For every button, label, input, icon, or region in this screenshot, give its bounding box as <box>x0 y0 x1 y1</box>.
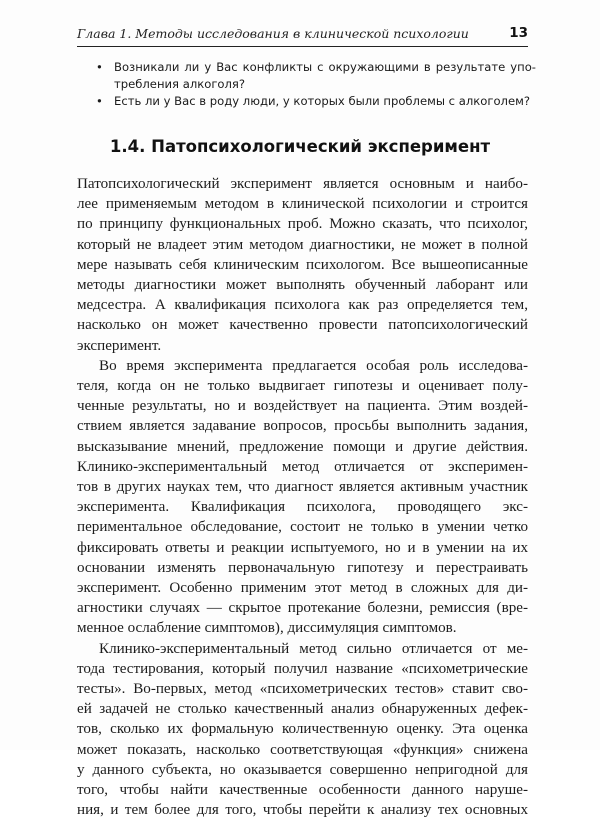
text-line: ченные результаты, но и воздействует на пациента. Этим воздей- <box>77 398 528 415</box>
text-line: периментальное обследование, состоит не только в умении четко <box>77 519 528 536</box>
text-line: агностики случаях — скрытое протекание болезни, ремиссия (вре- <box>77 600 528 617</box>
header-rule <box>77 46 528 47</box>
text-line: лее применяемым методом в клинической психологии и строится <box>77 196 528 213</box>
list-item <box>96 93 536 110</box>
text-line: мере называть себя клиническим психологом. Все вышеописанные <box>77 256 528 273</box>
list-item <box>96 59 536 93</box>
text-line: Клинико-экспериментальный метод отличается от эксперимен- <box>77 458 528 475</box>
page-number: 13 <box>509 25 528 41</box>
question-list <box>96 59 536 110</box>
list-item-line: • Есть ли у Вас в роду люди, у которых были проблемы с алкоголем? <box>114 94 530 108</box>
text-line: Патопсихологический эксперимент является основным и наибо- <box>77 176 528 192</box>
text-line: который не владеет этим методом диагностики, не может в полной <box>77 236 528 253</box>
text-line: эксперимент. <box>77 337 162 354</box>
text-line: эксперимент. Особенно применим этот метод в сложных для ди- <box>77 580 528 597</box>
paragraph <box>77 639 528 821</box>
section-heading: 1.4. Патопсихологический эксперимент <box>109 137 491 156</box>
text-line: тов в других науках тем, что диагност является активным участник <box>77 479 528 496</box>
text-line: фиксировать ответы и реакции испытуемого, но и в умении на их <box>77 539 528 556</box>
list-item-line: • Возникали ли у Вас конфликты с окружающими в результате упо- <box>114 60 536 74</box>
text-line: Во время эксперимента предлагается особая роль исследова- <box>99 357 528 374</box>
text-line: медсестра. А квалификация психолога как раз определяется тем, <box>77 297 528 314</box>
text-line: основании изменять первоначальную гипотезу и перестраивать <box>77 559 528 576</box>
text-line: у данного субъекта, но оказывается совершенно непригодной для <box>77 761 528 778</box>
paragraph <box>77 174 528 356</box>
text-line: ей задачей не столько качественный анализ обнаруженных дефек- <box>77 701 528 718</box>
text-line: тода тестирования, который получил название «психометрические <box>77 660 528 677</box>
text-line: того, чтобы найти качественные особенности данного наруше- <box>77 782 528 799</box>
text-line: менное ослабление симптомов), диссимуляция симптомов. <box>77 620 457 637</box>
text-line: тесты». Во-первых, метод «психометрических тестов» ставит сво- <box>77 681 528 698</box>
body-text <box>77 174 528 821</box>
text-line: насколько он может качественно провести патопсихологический <box>77 317 528 334</box>
text-line: эксперимента. Квалификация психолога, проводящего экс- <box>77 499 528 516</box>
text-line: Клинико-экспериментальный метод сильно отличается от ме- <box>99 640 528 657</box>
text-line: ствием является задавание вопросов, просьбы выполнить задания, <box>77 418 528 435</box>
text-line: по принципу функциональных проб. Можно сказать, что психолог, <box>77 216 528 233</box>
text-line: тов, сколько их формальную количественную оценку. Эта оценка <box>77 721 528 738</box>
paragraph <box>77 356 528 639</box>
text-line: высказывание мнений, предложение помощи и другие действия. <box>77 438 528 455</box>
text-line: ния, и тем более для того, чтобы перейти к анализу тех основных <box>77 802 528 819</box>
list-item-line: требления алкоголя? <box>114 77 246 91</box>
text-line: может показать, насколько соответствующая «функция» снижена <box>77 741 528 758</box>
text-line: методы диагностики может выполнять обученный лаборант или <box>77 277 528 294</box>
text-line: теля, когда он не только выдвигает гипотезы и оценивает полу- <box>77 378 528 395</box>
running-head: Глава 1. Методы исследования в клинической психологии <box>77 26 469 41</box>
